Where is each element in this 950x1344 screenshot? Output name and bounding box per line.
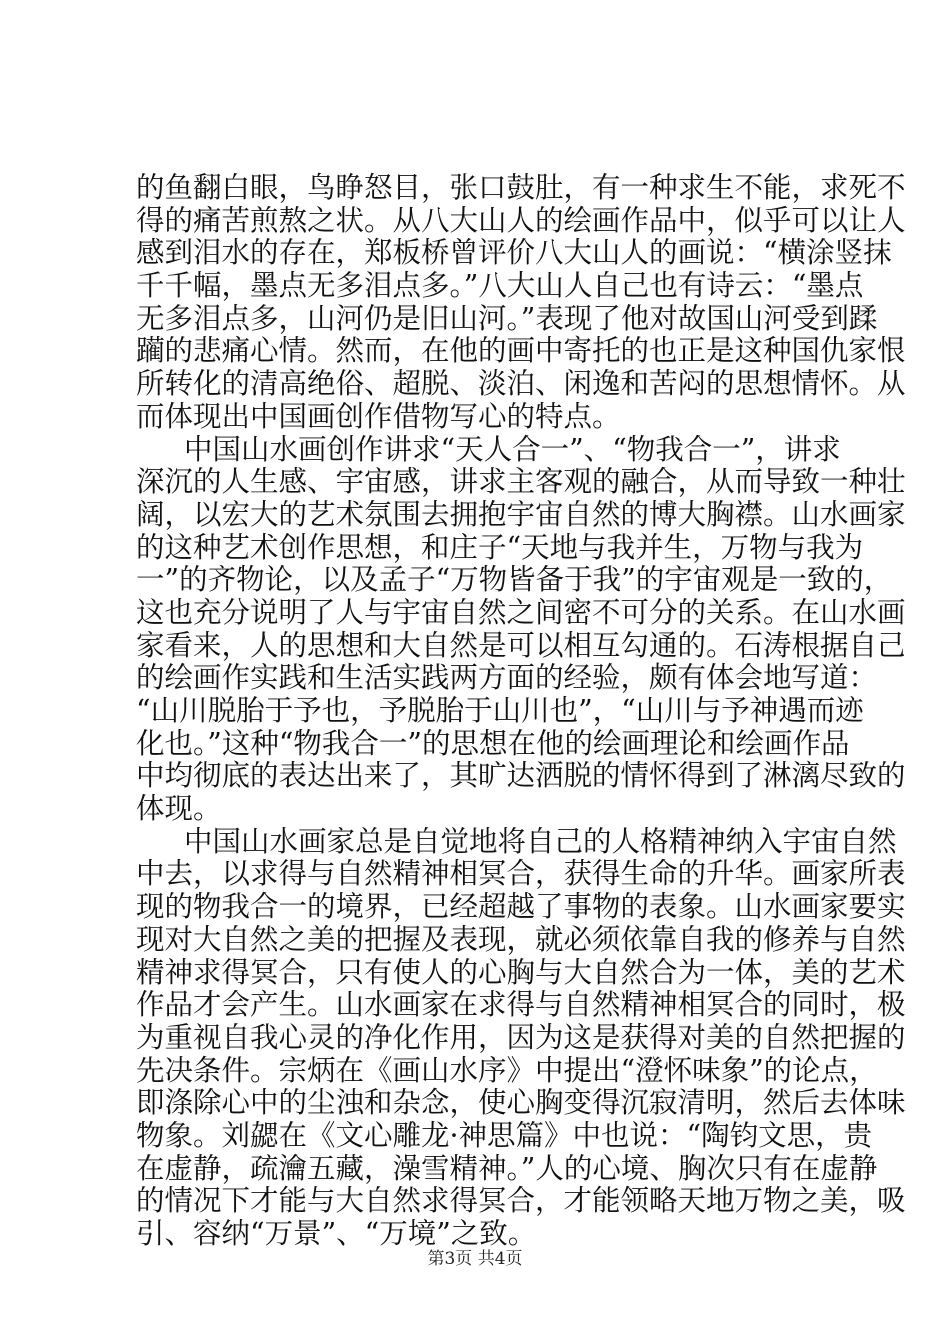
- page-footer: 第3页 共4页: [427, 1249, 523, 1269]
- text-line: 的情况下才能与大自然求得冥合，才能领略天地万物之美，吸: [136, 1184, 906, 1218]
- text-line: 物象。刘勰在《文心雕龙·神思篇》中也说：“陶钧文思，贵: [136, 1118, 873, 1152]
- text-line: 一”的齐物论，以及孟子“万物皆备于我”的宇宙观是一致的，: [136, 563, 893, 597]
- text-line: 感到泪水的存在，郑板桥曾评价八大山人的画说：“横涂竖抹: [136, 236, 892, 270]
- text-line: 这也充分说明了人与宇宙自然之间密不可分的关系。在山水画: [136, 595, 906, 629]
- text-line: “山川脱胎于予也，予脱胎于山川也”，“山川与予神遇而迹: [136, 694, 864, 727]
- text-line: 中国山水画家总是自觉地将自己的人格精神纳入宇宙自然: [184, 824, 897, 858]
- text-line: 无多泪点多，山河仍是旧山河。”表现了他对故国山河受到蹂: [136, 301, 878, 335]
- text-line: 躏的悲痛心情。然而，在他的画中寄托的也正是这种国仇家恨: [136, 334, 906, 368]
- text-line: 得的痛苦煎熬之状。从八大山人的绘画作品中，似乎可以让人: [136, 203, 906, 237]
- text-line: 即涤除心中的尘浊和杂念，使心胸变得沉寂清明，然后去体味: [136, 1086, 906, 1120]
- text-line: 中去，以求得与自然精神相冥合，获得生命的升华。画家所表: [136, 857, 906, 891]
- text-line: 现的物我合一的境界，已经超越了事物的表象。山水画家要实: [136, 890, 906, 924]
- text-line: 的这种艺术创作思想，和庄子“天地与我并生，万物与我为: [136, 530, 864, 564]
- text-line: 阔，以宏大的艺术氛围去拥抱宇宙自然的博大胸襟。山水画家: [136, 497, 906, 531]
- text-line: 的绘画作实践和生活实践两方面的经验，颇有体会地写道：: [136, 661, 878, 695]
- text-line: 为重视自我心灵的净化作用，因为这是获得对美的自然把握的: [136, 1020, 906, 1054]
- paragraph: [136, 824, 906, 1251]
- text-line: 化也。”这种“物我合一”的思想在他的绘画理论和绘画作品: [136, 726, 850, 760]
- text-line: 在虚静，疏瀹五藏，澡雪精神。”人的心境、胸次只有在虚静: [136, 1151, 878, 1185]
- text-line: 所转化的清高绝俗、超脱、淡泊、闲逸和苦闷的思想情怀。从: [136, 367, 906, 401]
- text-line: 中均彻底的表达出来了，其旷达洒脱的情怀得到了淋漓尽致的: [136, 759, 906, 793]
- paragraph: [136, 171, 906, 434]
- text-line: 家看来，人的思想和大自然是可以相互勾通的。石涛根据自己: [136, 628, 906, 662]
- text-line: 作品才会产生。山水画家在求得与自然精神相冥合的同时，极: [136, 988, 906, 1022]
- text-line: 千千幅，墨点无多泪点多。”八大山人自己也有诗云：“墨点: [136, 269, 864, 303]
- text-line: 先决条件。宗炳在《画山水序》中提出“澄怀味象”的论点，: [136, 1053, 878, 1087]
- text-line: 而体现出中国画创作借物写心的特点。: [136, 399, 621, 433]
- text-line: 中国山水画创作讲求“天人合一”、“物我合一”，讲求: [184, 432, 841, 466]
- text-line: 深沉的人生感、宇宙感，讲求主客观的融合，从而导致一种壮: [136, 465, 906, 499]
- text-line: 的鱼翻白眼，鸟睁怒目，张口鼓肚，有一种求生不能，求死不: [136, 171, 906, 204]
- text-line: 现对大自然之美的把握及表现，就必须依靠自我的修养与自然: [136, 922, 906, 956]
- paragraph: [136, 432, 906, 826]
- body-text: [136, 171, 906, 1251]
- text-line: 体现。: [136, 792, 222, 826]
- text-line: 精神求得冥合，只有使人的心胸与大自然合为一体，美的艺术: [136, 955, 906, 989]
- text-line: 引、容纳“万景”、“万境”之致。: [136, 1217, 537, 1250]
